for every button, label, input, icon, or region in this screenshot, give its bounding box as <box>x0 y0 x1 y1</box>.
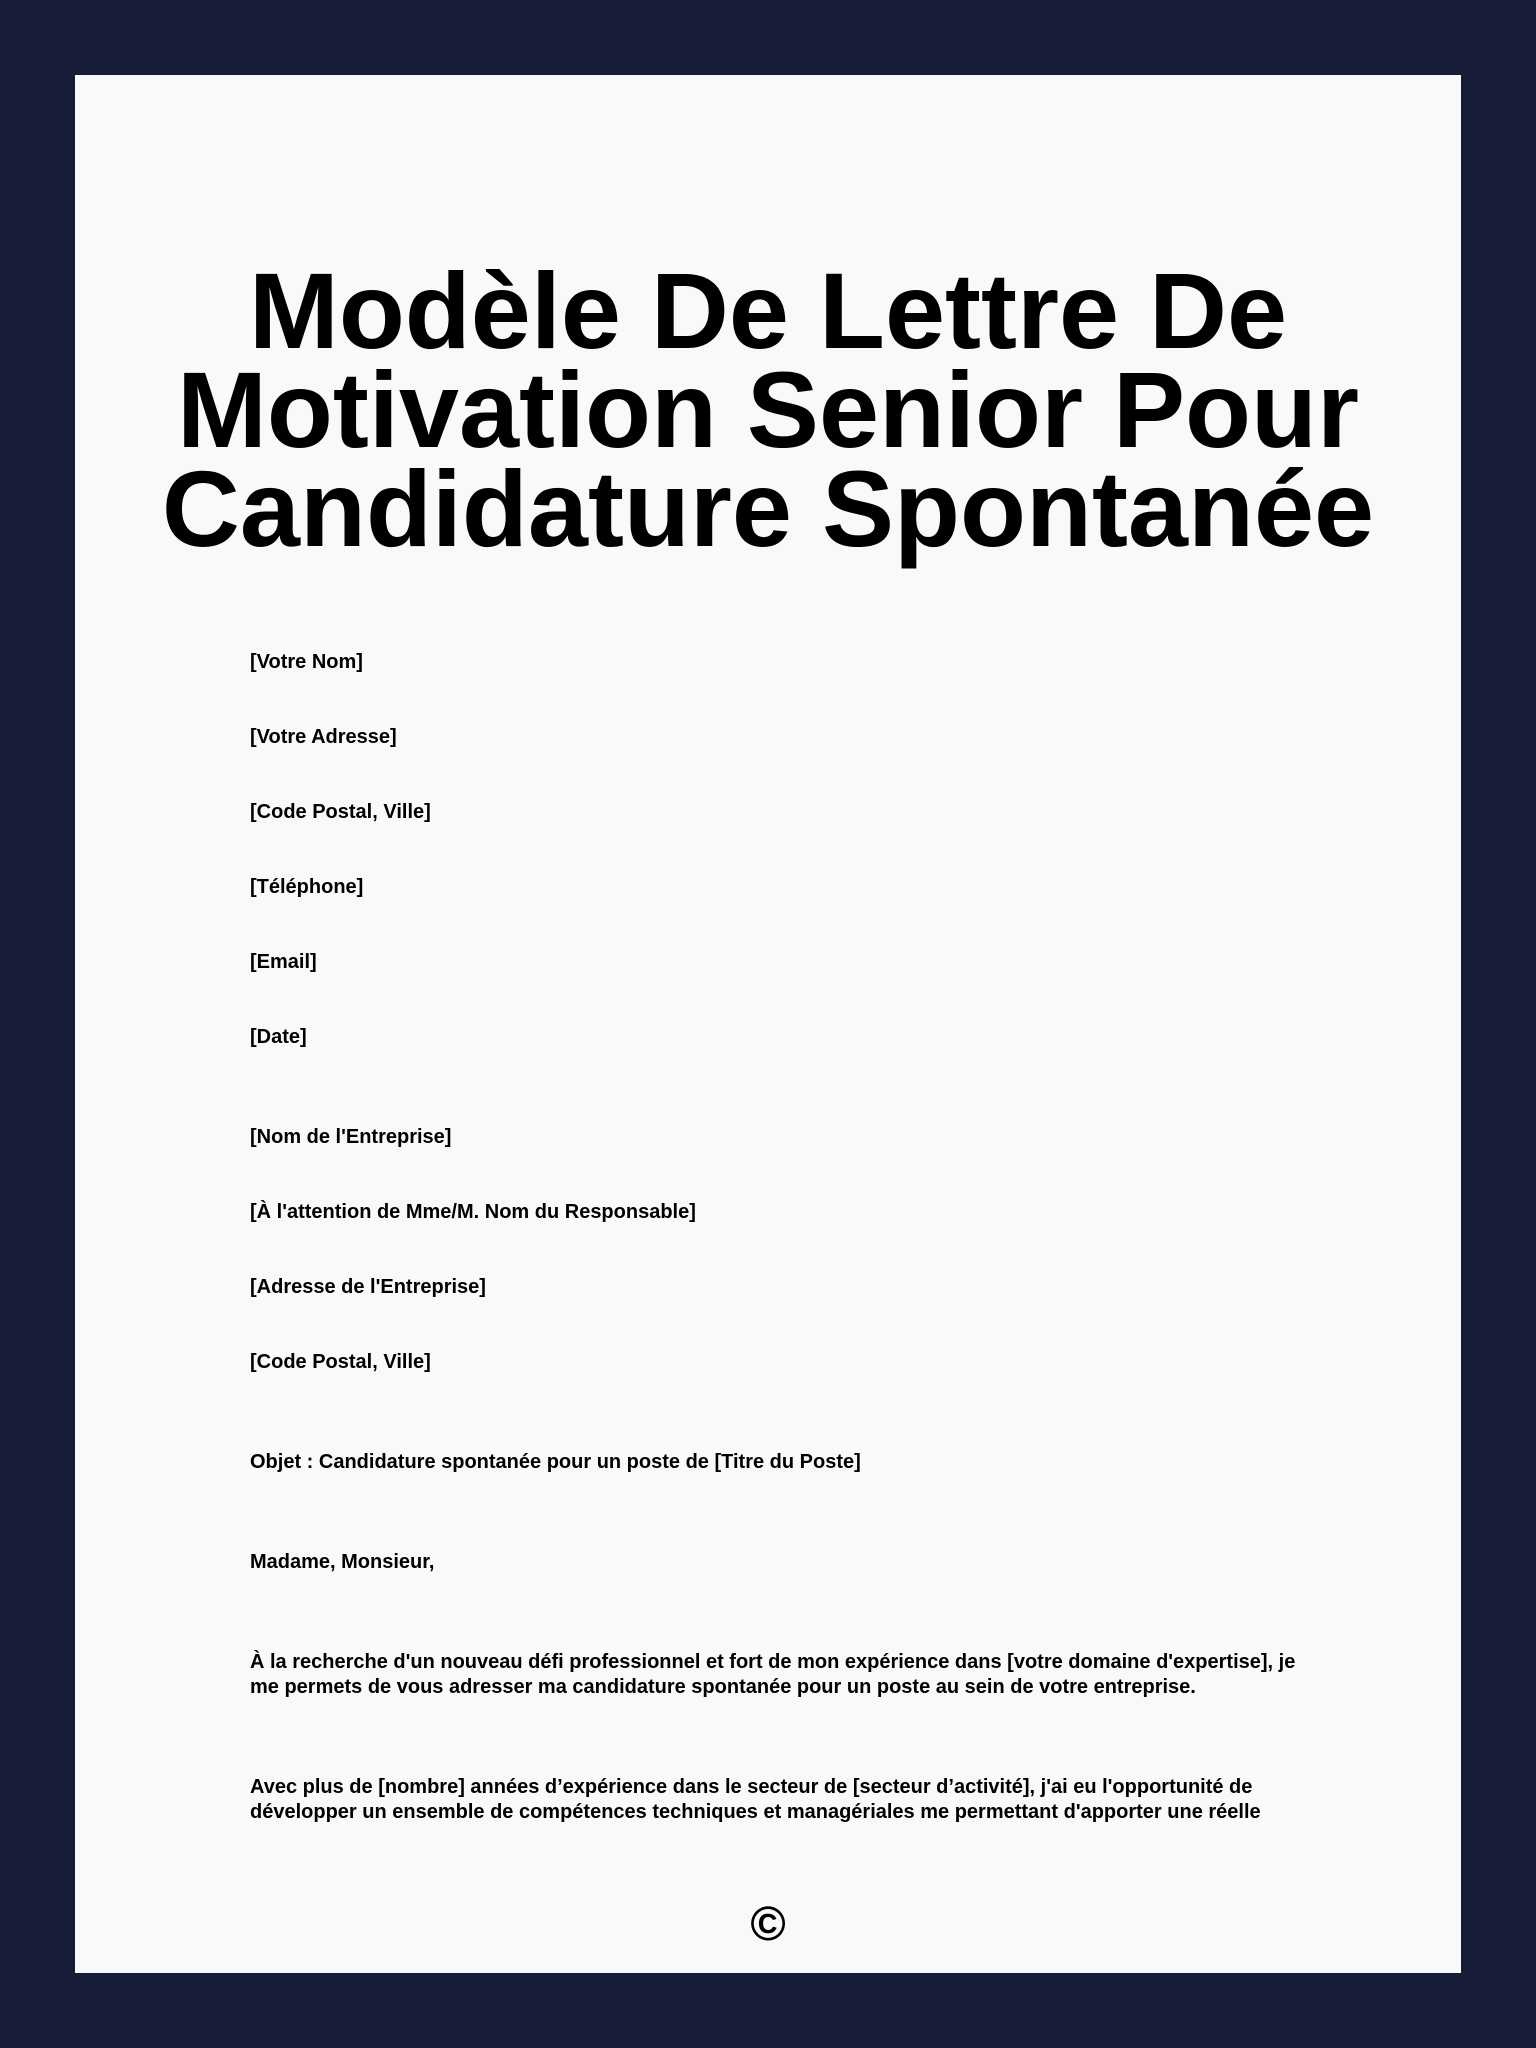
sender-address: [Votre Adresse] <box>250 726 397 748</box>
sender-postal-city: [Code Postal, Ville] <box>250 801 431 823</box>
body-paragraph-2: Avec plus de [nombre] années d’expérience dans le secteur de [secteur d’activité], j'ai eu l'opportunité de développer un ensemble de compétences techniques et managériales me permettant d'apporter une réelle <box>250 1776 1261 1823</box>
page-title: Modèle De Lettre De Motivation Senior Pour Candidature Spontanée <box>161 250 1375 569</box>
recipient-attention: [À l'attention de Mme/M. Nom du Responsable] <box>250 1201 696 1223</box>
sender-phone: [Téléphone] <box>250 876 364 898</box>
letter-page <box>75 75 1461 1973</box>
recipient-address: [Adresse de l'Entreprise] <box>250 1276 486 1298</box>
sender-name: [Votre Nom] <box>250 651 363 673</box>
letter-date: [Date] <box>250 1026 307 1048</box>
recipient-company: [Nom de l'Entreprise] <box>250 1126 452 1148</box>
recipient-postal-city: [Code Postal, Ville] <box>250 1351 431 1373</box>
copyright-icon: © <box>750 1898 786 1951</box>
body-paragraph-1: À la recherche d'un nouveau défi professionnel et fort de mon expérience dans [votre domaine d'expertise], je me permets de vous adresser ma candidature spontanée pour un poste au sein de votre entreprise. <box>250 1651 1296 1698</box>
letter-subject: Objet : Candidature spontanée pour un poste de [Titre du Poste] <box>250 1451 861 1473</box>
sender-email: [Email] <box>250 951 317 973</box>
letter-salutation: Madame, Monsieur, <box>250 1551 435 1573</box>
